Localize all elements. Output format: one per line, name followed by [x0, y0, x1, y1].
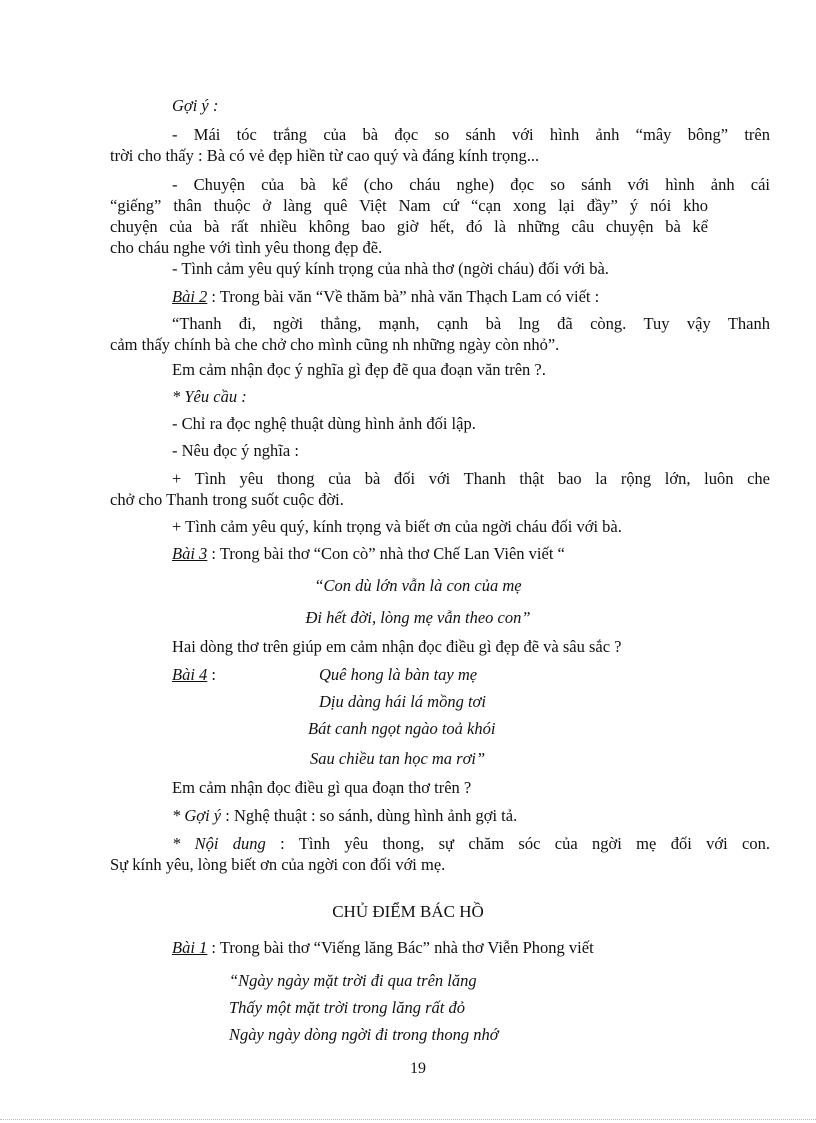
page-number: 19 — [410, 1060, 426, 1077]
exercise-label: Bài 3 — [172, 544, 208, 563]
requirement-line: chở cho Thanh trong suốt cuộc đời. — [110, 490, 344, 509]
paragraph-line: - Mái tóc trắng của bà đọc so sánh với hình ảnh “mây bông” trên — [172, 125, 770, 144]
paragraph-line: chuyện của bà rất nhiều không bao giờ hết, đó là những câu chuyện bà kể — [110, 217, 708, 236]
poem-line: Đi hết đời, lòng mẹ vẫn theo con” — [305, 608, 531, 627]
poem-line: “Con dù lớn vẫn là con của mẹ — [314, 576, 522, 595]
poem-line: Ngày ngày dòng ngời đi trong thong nhớ — [229, 1025, 499, 1044]
poem-line: Thấy một mặt trời trong lăng rất đỏ — [229, 998, 466, 1017]
paragraph-line: “giếng” thân thuộc ở làng quê Việt Nam cứ “cạn xong lại đầy” ý nói kho — [110, 196, 708, 215]
hint-text: : Nghệ thuật : so sánh, dùng hình ảnh gợi tả. — [221, 806, 518, 825]
paragraph-line: cho cháu nghe với tình yêu thong đẹp đẽ. — [110, 238, 383, 257]
poem-line: Quê hong là bàn tay mẹ — [319, 665, 478, 684]
page-bottom-border — [0, 1119, 816, 1120]
requirement-heading: * Yêu cầu : — [172, 387, 247, 406]
quote-line: “Thanh đi, ngời thẳng, mạnh, cạnh bà lng đã còng. Tuy vậy Thanh — [172, 314, 770, 333]
question-line: Em cảm nhận đọc điều gì qua đoạn thơ trên ? — [172, 778, 472, 797]
quote-line: cảm thấy chính bà che chở cho mình cũng nh những ngày còn nhỏ”. — [110, 335, 560, 354]
paragraph-line: - Chuyện của bà kể (cho cháu nghe) đọc so sánh với hình ảnh cái — [172, 175, 770, 194]
poem-line: “Ngày ngày mặt trời đi qua trên lăng — [229, 971, 477, 990]
exercise-label: Bài 1 — [172, 938, 208, 957]
exercise-label: Bài 4 — [172, 665, 208, 684]
content-line: * Nội dung : Tình yêu thong, sự chăm sóc của ngời mẹ đối với con. — [172, 834, 771, 853]
hint-heading: Gợi ý : — [172, 96, 219, 115]
exercise-2-line — [110, 286, 770, 307]
exercise-1-line — [110, 937, 770, 958]
poem-line: Sau chiều tan học ma rơi” — [310, 749, 486, 768]
content-line: Sự kính yêu, lòng biết ơn của ngời con đối với mẹ. — [110, 855, 446, 874]
requirement-line: - Nêu đọc ý nghĩa : — [172, 441, 299, 460]
poem-line: Bát canh ngọt ngào toả khói — [308, 719, 496, 738]
paragraph-line: - Tình cảm yêu quý kính trọng của nhà thơ (ngời cháu) đối với bà. — [172, 259, 609, 278]
requirement-line: - Chỉ ra đọc nghệ thuật dùng hình ảnh đối lập. — [172, 414, 476, 433]
poem-line: Dịu dàng hái lá mồng tơi — [319, 692, 486, 711]
question-line: Em cảm nhận đọc ý nghĩa gì đẹp đẽ qua đoạn văn trên ?. — [172, 360, 546, 379]
content-label: * Nội dung — [172, 834, 266, 853]
question-line: Hai dòng thơ trên giúp em cảm nhận đọc điều gì đẹp đẽ và sâu sắc ? — [172, 637, 622, 656]
exercise-text: : — [207, 665, 217, 684]
exercise-text: : Trong bài thơ “Viếng lăng Bác” nhà thơ Viễn Phong viết — [207, 938, 594, 957]
hint-line — [110, 805, 770, 826]
content-text: Tình yêu thong, sự chăm sóc của ngời mẹ đối với con. — [298, 834, 771, 853]
exercise-label: Bài 2 — [172, 287, 208, 306]
section-title: CHỦ ĐIỂM BÁC HỒ — [332, 902, 484, 921]
requirement-line: + Tình cảm yêu quý, kính trọng và biết ơn của ngời cháu đối với bà. — [172, 517, 622, 536]
requirement-line: + Tình yêu thong của bà đối với Thanh thật bao la rộng lớn, luôn che — [172, 469, 770, 488]
exercise-3-line — [110, 543, 770, 564]
hint-label: * Gợi ý — [172, 806, 222, 825]
exercise-text: : Trong bài thơ “Con cò” nhà thơ Chế Lan Viên viết “ — [207, 544, 565, 563]
exercise-text: : Trong bài văn “Về thăm bà” nhà văn Thạch Lam có viết : — [207, 287, 600, 306]
paragraph-line: trời cho thấy : Bà có vẻ đẹp hiền từ cao quý và đáng kính trọng... — [110, 146, 540, 165]
